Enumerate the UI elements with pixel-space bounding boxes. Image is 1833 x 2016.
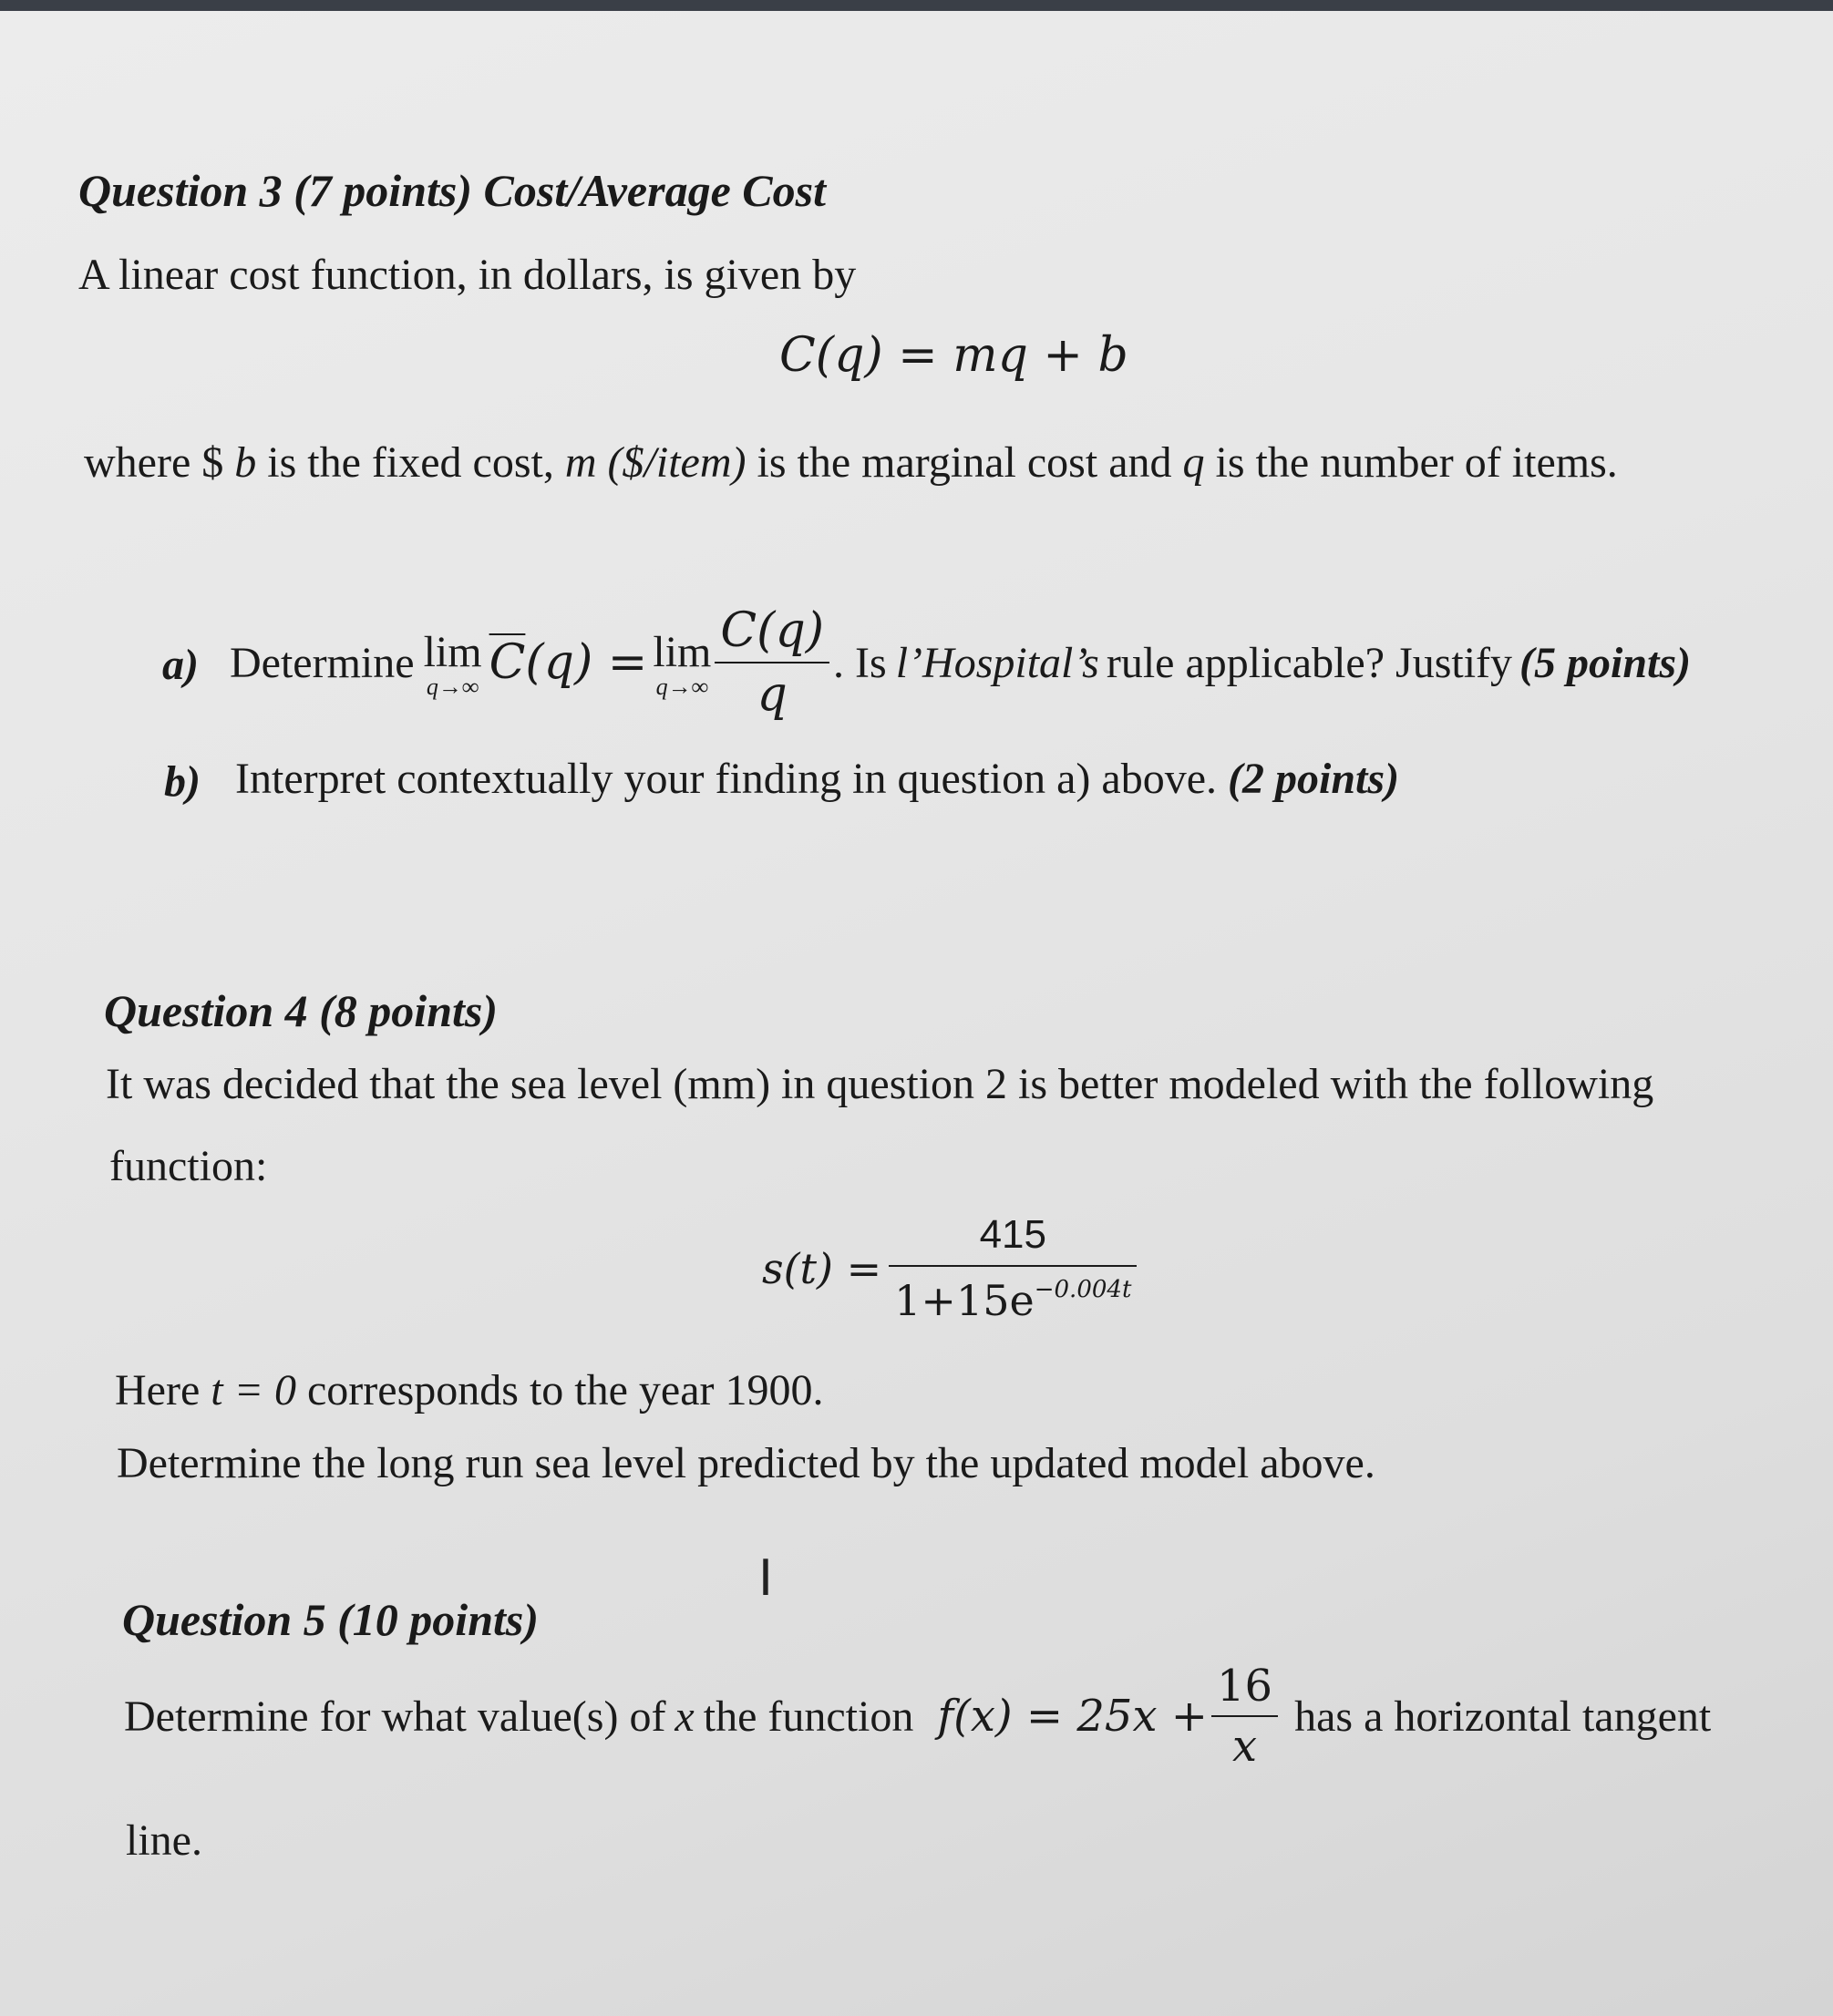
q3-intro: A linear cost function, in dollars, is given by bbox=[78, 251, 857, 299]
where-part-2: is the fixed cost, bbox=[256, 438, 565, 487]
sea-level-lhs: s(t) = bbox=[762, 1244, 882, 1293]
document-page bbox=[0, 11, 1833, 2016]
q5-fraction bbox=[1211, 1661, 1278, 1772]
limit-1-lim: lim bbox=[423, 627, 482, 676]
q4-line-1: It was decided that the sea level (mm) in question 2 is better modeled with the following bbox=[106, 1060, 1654, 1108]
where-m: m ($/item) bbox=[564, 438, 747, 487]
q5-function-lhs: f(x) = 25x + bbox=[937, 1691, 1208, 1742]
sea-level-formula bbox=[762, 1212, 1140, 1325]
part-a-line bbox=[230, 603, 1691, 722]
q4-determine-line: Determine the long run sea level predicted by the updated model above. bbox=[117, 1439, 1375, 1487]
sea-level-numerator: 415 bbox=[889, 1212, 1137, 1267]
part-a-after-1: . Is bbox=[833, 638, 887, 687]
limit-2-lim: lim bbox=[653, 627, 712, 676]
question-4-heading: Question 4 (8 points) bbox=[104, 985, 499, 1036]
limit-2-sub: q→∞ bbox=[655, 673, 709, 700]
where-b: b bbox=[234, 438, 257, 487]
q4-line-2: function: bbox=[109, 1142, 268, 1190]
where-q: q bbox=[1182, 438, 1205, 487]
where-part-1: where $ bbox=[84, 438, 235, 487]
fraction-numerator: C(q) bbox=[715, 603, 829, 663]
avg-cost-args: (q) = bbox=[525, 635, 648, 690]
limit-2 bbox=[653, 627, 711, 699]
avg-cost-expr bbox=[489, 635, 648, 690]
denominator-base: 1+15e bbox=[894, 1276, 1035, 1325]
where-part-3: is the marginal cost and bbox=[746, 438, 1183, 487]
q4-here-line bbox=[115, 1365, 824, 1415]
q5-function bbox=[937, 1661, 1282, 1772]
where-part-4: is the number of items. bbox=[1204, 438, 1618, 487]
c-bar: $\overline{C}$ bbox=[489, 635, 526, 690]
q5-text-1: Determine for what value(s) of bbox=[124, 1692, 666, 1741]
q5-line-1 bbox=[124, 1661, 1711, 1772]
q5-fraction-numerator: 16 bbox=[1211, 1661, 1278, 1717]
here-t: t = 0 bbox=[211, 1366, 296, 1414]
part-b-points: (2 points) bbox=[1228, 755, 1400, 803]
fraction-denominator: q bbox=[757, 667, 788, 722]
here-part-2: corresponds to the year 1900. bbox=[296, 1366, 824, 1414]
denominator-exponent: −0.004t bbox=[1034, 1276, 1132, 1303]
part-a-text: Determine bbox=[230, 638, 415, 687]
q5-x: x bbox=[675, 1692, 695, 1741]
part-b-line bbox=[235, 754, 1399, 804]
q5-text-3: has a horizontal tangent bbox=[1294, 1692, 1712, 1741]
q5-fraction-denominator: x bbox=[1232, 1721, 1258, 1772]
part-a-label: a) bbox=[162, 641, 199, 689]
sea-level-fraction bbox=[889, 1212, 1137, 1325]
top-window-edge bbox=[0, 0, 1833, 11]
here-part-1: Here bbox=[115, 1366, 211, 1414]
part-b-text: Interpret contextually your finding in question a) above. bbox=[235, 755, 1229, 803]
q5-line-2: line. bbox=[126, 1816, 202, 1865]
part-a-after-2: rule applicable? Justify bbox=[1106, 638, 1513, 687]
cost-over-q-fraction bbox=[715, 603, 829, 722]
limit-1 bbox=[424, 627, 482, 699]
question-3-heading: Question 3 (7 points) Cost/Average Cost bbox=[78, 165, 826, 216]
part-a-rule: l’Hospital’s bbox=[895, 638, 1099, 687]
part-b-label: b) bbox=[164, 757, 201, 806]
sea-level-denominator bbox=[889, 1267, 1137, 1325]
q5-text-2: the function bbox=[703, 1692, 914, 1741]
text-cursor-icon: I bbox=[758, 1549, 773, 1607]
limit-1-sub: q→∞ bbox=[426, 673, 479, 700]
cost-formula: C(q) = mq + b bbox=[779, 328, 1128, 383]
q3-where-line bbox=[84, 437, 1618, 488]
question-5-heading: Question 5 (10 points) bbox=[122, 1594, 540, 1645]
part-a-points: (5 points) bbox=[1519, 638, 1692, 687]
